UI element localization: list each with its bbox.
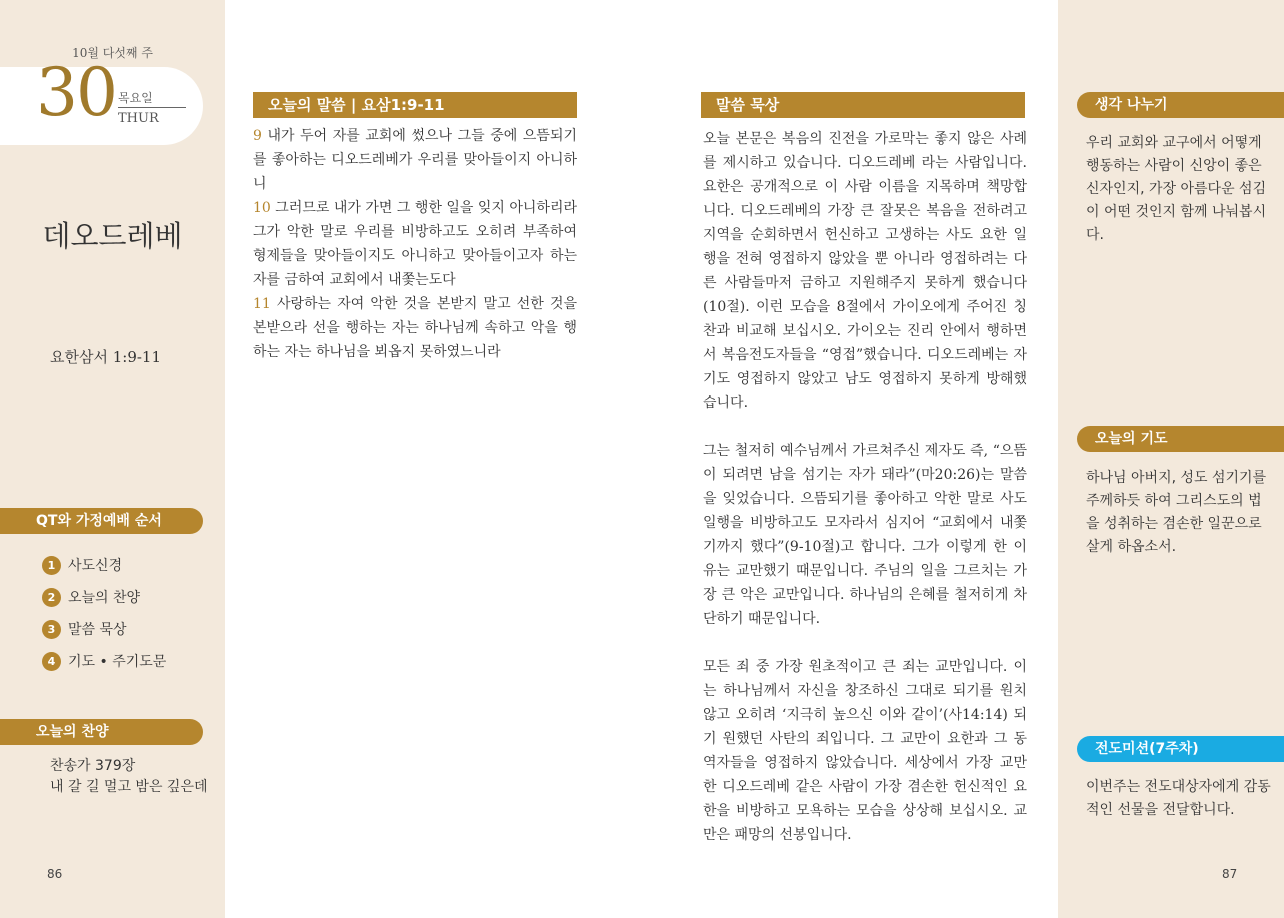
weekday-english: THUR [118,111,159,126]
day-number: 30 [36,54,116,131]
mission-text: 이번주는 전도대상자에게 감동적인 선물을 전달합니다. [1086,779,1271,818]
mission-header: 전도미션(7주차) [1077,736,1284,762]
share-header: 생각 나누기 [1077,92,1284,118]
word-header: 오늘의 말씀 | 요삼1:9-11 [253,92,577,118]
prayer-header: 오늘의 기도 [1077,426,1284,452]
meditation-header: 말씀 묵상 [701,92,1025,118]
order-label: 말씀 묵상 [68,622,127,638]
week-label: 10월 다섯째 주 [72,46,153,60]
meditation-paragraph-1: 오늘 본문은 복음의 진전을 가로막는 좋지 않은 사례를 제시하고 있습니다. 디오드레베 라는 사람입니다. 요한은 공개적으로 이 사람 이름을 지목하며 책망합니다. 디오드레베의 가장 큰 잘못은 복음을 전하려고 지역을 순회하면서 헌신하고 고생하는 사도 요한 일행을 전혀 영접하지 않았을 뿐 아니라 영접하려는 다른 사람들마저 금하고 지원해주지 못하게 했습니다(10절). 이런 모습을 8절에서 가이오에게 주어진 칭찬과 비교해 보십시오. 가이오는 진리 안에서 행하면서 복음전도자들을 “영접”했습니다. 디오드레베는 자기도 영접하지 않았고 남도 영접하지 못하게 방해했습니다. [703,131,1027,411]
order-number: 1 [42,556,61,575]
order-header: QT와 가정예배 순서 [0,508,203,534]
order-label: 기도 • 주기도문 [68,654,167,670]
order-number: 2 [42,588,61,607]
page-number-left: 86 [47,867,63,881]
order-label: 사도신경 [68,558,123,574]
verse-number: 9 [253,128,262,144]
hymn-header: 오늘의 찬양 [0,719,203,745]
verse-body: 사랑하는 자여 악한 것을 본받지 말고 선한 것을 본받으라 선을 행하는 자는 하나님께 속하고 악을 행하는 자는 하나님을 뵈옵지 못하였느니라 [253,296,577,360]
order-item-3 [42,619,127,639]
verse-number: 10 [253,200,271,216]
verse-body: 그러므로 내가 가면 그 행한 일을 잊지 아니하리라 그가 악한 말로 우리를 비방하고도 오히려 부족하여 형제들을 맞아들이지도 아니하고 맞아들이고자 하는 자를 금하여 교회에서 내쫓는도다 [253,200,577,288]
verse-9 [253,124,577,196]
verse-10 [253,196,577,292]
order-number: 3 [42,620,61,639]
order-label: 오늘의 찬양 [68,590,141,606]
meditation-text [703,127,1027,847]
page-title: 데오드레베 [42,219,183,253]
order-item-2 [42,587,140,607]
hymn-number: 찬송가 379장 [50,758,136,774]
verse-11 [253,292,577,364]
scripture-reference: 요한삼서 1:9-11 [50,348,162,366]
verse-text [253,124,577,364]
page-number-right: 87 [1222,867,1238,881]
meditation-paragraph-3: 모든 죄 중 가장 원초적이고 큰 죄는 교만입니다. 이는 하나님께서 자신을 창조하신 그대로 되기를 원치 않고 오히려 ‘지극히 높으신 이와 같이’(사14:14) 되기 원했던 사탄의 죄입니다. 그 교만이 요한과 그 동역자들을 영접하지 않았습니다. 세상에서 가장 교만한 디오드레베 같은 사람이 가장 겸손한 헌신적인 요한을 비방하고 모욕하는 모습을 상상해 보십시오. 교만은 패망의 선봉입니다. [703,659,1027,843]
share-text: 우리 교회와 교구에서 어떻게 행동하는 사람이 신앙이 좋은 신자인지, 가장 아름다운 섬김이 어떤 것인지 함께 나눠봅시다. [1086,135,1267,243]
order-item-1 [42,555,122,575]
prayer-text: 하나님 아버지, 성도 섬기기를 주께하듯 하여 그리스도의 법을 성취하는 겸손한 일꾼으로 살게 하옵소서. [1086,470,1267,555]
meditation-paragraph-2: 그는 철저히 예수님께서 가르쳐주신 제자도 즉, “으뜸이 되려면 남을 섬기는 자가 돼라”(마20:26)는 말씀을 잊었습니다. 으뜸되기를 좋아하고 악한 말로 사도 일행을 비방하고도 모자라서 심지어 “교회에서 내쫓기까지 했다”(9-10절)고 합니다. 그가 이렇게 한 이유는 교만했기 때문입니다. 주님의 일을 그르치는 가장 큰 악은 교만입니다. 하나님의 은혜를 철저히게 차단하기 때문입니다. [703,443,1027,627]
weekday-korean: 목요일 [118,91,153,105]
hymn-title: 내 갈 길 멀고 밤은 깊은데 [50,779,208,795]
order-item-4 [42,651,166,671]
verse-body: 내가 두어 자를 교회에 썼으나 그들 중에 으뜸되기를 좋아하는 디오드레베가 우리를 맞아들이지 아니하니 [253,128,577,192]
order-number: 4 [42,652,61,671]
weekday-divider [118,107,186,108]
verse-number: 11 [253,296,271,312]
